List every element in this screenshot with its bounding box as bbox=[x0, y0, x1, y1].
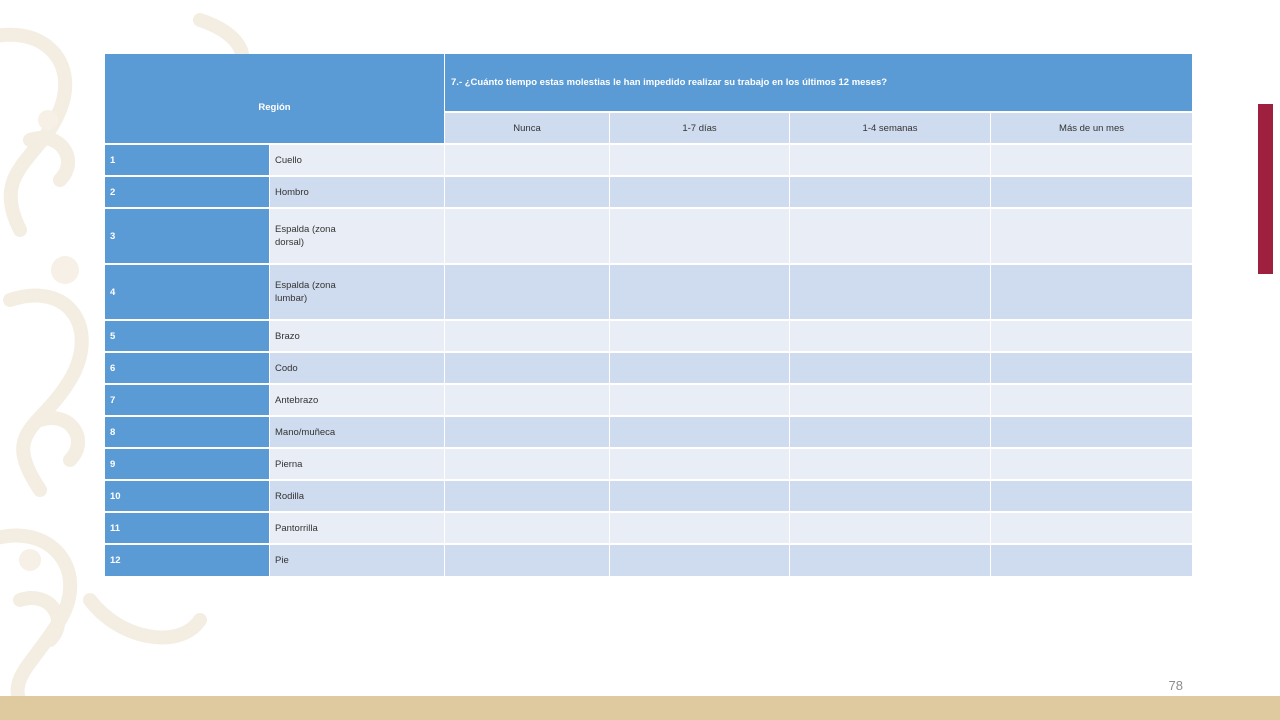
table-row bbox=[105, 265, 1193, 321]
answer-cell[interactable] bbox=[610, 481, 790, 513]
answer-col-nunca: Nunca bbox=[445, 113, 610, 145]
answer-cell[interactable] bbox=[610, 513, 790, 545]
table-row bbox=[105, 145, 1193, 177]
answer-cell[interactable] bbox=[610, 417, 790, 449]
row-number: 4 bbox=[105, 265, 270, 321]
answer-cell[interactable] bbox=[991, 145, 1193, 177]
row-number: 8 bbox=[105, 417, 270, 449]
region-name: Espalda (zona dorsal) bbox=[270, 209, 445, 265]
answer-cell[interactable] bbox=[445, 481, 610, 513]
answer-cell[interactable] bbox=[790, 145, 991, 177]
answer-cell[interactable] bbox=[445, 545, 610, 578]
answer-col-1-4-semanas: 1-4 semanas bbox=[790, 113, 991, 145]
answer-cell[interactable] bbox=[991, 385, 1193, 417]
region-name: Mano/muñeca bbox=[270, 417, 445, 449]
answer-cell[interactable] bbox=[610, 265, 790, 321]
footer-bar bbox=[0, 696, 1280, 720]
answer-cell[interactable] bbox=[991, 449, 1193, 481]
row-number: 6 bbox=[105, 353, 270, 385]
region-name: Brazo bbox=[270, 321, 445, 353]
answer-cell[interactable] bbox=[610, 209, 790, 265]
answer-cell[interactable] bbox=[790, 513, 991, 545]
table-row bbox=[105, 321, 1193, 353]
survey-table bbox=[105, 54, 1193, 578]
answer-cell[interactable] bbox=[445, 385, 610, 417]
answer-cell[interactable] bbox=[445, 321, 610, 353]
answer-col-1-7-dias: 1-7 días bbox=[610, 113, 790, 145]
answer-cell[interactable] bbox=[610, 177, 790, 209]
row-number: 7 bbox=[105, 385, 270, 417]
answer-cell[interactable] bbox=[445, 513, 610, 545]
region-name: Codo bbox=[270, 353, 445, 385]
table-row bbox=[105, 417, 1193, 449]
answer-cell[interactable] bbox=[991, 353, 1193, 385]
answer-cell[interactable] bbox=[790, 545, 991, 578]
region-name: Rodilla bbox=[270, 481, 445, 513]
answer-cell[interactable] bbox=[790, 481, 991, 513]
region-header: Región bbox=[105, 54, 445, 145]
region-name: Hombro bbox=[270, 177, 445, 209]
row-number: 9 bbox=[105, 449, 270, 481]
answer-cell[interactable] bbox=[991, 481, 1193, 513]
answer-cell[interactable] bbox=[790, 209, 991, 265]
table-row bbox=[105, 481, 1193, 513]
answer-cell[interactable] bbox=[991, 545, 1193, 578]
region-name: Cuello bbox=[270, 145, 445, 177]
answer-cell[interactable] bbox=[445, 145, 610, 177]
page-number: 78 bbox=[1168, 678, 1183, 693]
answer-cell[interactable] bbox=[790, 449, 991, 481]
answer-cell[interactable] bbox=[991, 321, 1193, 353]
row-number: 5 bbox=[105, 321, 270, 353]
table-row bbox=[105, 353, 1193, 385]
header-row bbox=[105, 54, 1193, 113]
table-row bbox=[105, 209, 1193, 265]
answer-cell[interactable] bbox=[610, 321, 790, 353]
row-number: 1 bbox=[105, 145, 270, 177]
row-number: 2 bbox=[105, 177, 270, 209]
region-name: Pantorrilla bbox=[270, 513, 445, 545]
answer-cell[interactable] bbox=[991, 209, 1193, 265]
table-row bbox=[105, 385, 1193, 417]
row-number: 11 bbox=[105, 513, 270, 545]
answer-cell[interactable] bbox=[610, 385, 790, 417]
answer-cell[interactable] bbox=[991, 177, 1193, 209]
answer-cell[interactable] bbox=[610, 145, 790, 177]
region-name: Antebrazo bbox=[270, 385, 445, 417]
answer-cell[interactable] bbox=[445, 353, 610, 385]
answer-cell[interactable] bbox=[790, 385, 991, 417]
table-row bbox=[105, 177, 1193, 209]
accent-bar bbox=[1258, 104, 1273, 274]
region-name: Espalda (zona lumbar) bbox=[270, 265, 445, 321]
answer-cell[interactable] bbox=[790, 321, 991, 353]
table-row bbox=[105, 545, 1193, 578]
answer-cell[interactable] bbox=[610, 545, 790, 578]
answer-cell[interactable] bbox=[445, 417, 610, 449]
row-number: 10 bbox=[105, 481, 270, 513]
answer-cell[interactable] bbox=[445, 177, 610, 209]
answer-col-mas-de-un-mes: Más de un mes bbox=[991, 113, 1193, 145]
answer-cell[interactable] bbox=[445, 209, 610, 265]
answer-cell[interactable] bbox=[991, 513, 1193, 545]
answer-cell[interactable] bbox=[610, 449, 790, 481]
region-name: Pierna bbox=[270, 449, 445, 481]
answer-cell[interactable] bbox=[991, 417, 1193, 449]
answer-cell[interactable] bbox=[790, 265, 991, 321]
region-name: Pie bbox=[270, 545, 445, 578]
answer-cell[interactable] bbox=[610, 353, 790, 385]
answer-cell[interactable] bbox=[790, 353, 991, 385]
answer-cell[interactable] bbox=[790, 417, 991, 449]
row-number: 3 bbox=[105, 209, 270, 265]
row-number: 12 bbox=[105, 545, 270, 578]
answer-cell[interactable] bbox=[991, 265, 1193, 321]
answer-cell[interactable] bbox=[445, 449, 610, 481]
table-row bbox=[105, 449, 1193, 481]
table-row bbox=[105, 513, 1193, 545]
answer-cell[interactable] bbox=[445, 265, 610, 321]
question-header: 7.- ¿Cuánto tiempo estas molestias le han impedido realizar su trabajo en los últimos 12 meses? bbox=[445, 54, 1193, 113]
answer-cell[interactable] bbox=[790, 177, 991, 209]
